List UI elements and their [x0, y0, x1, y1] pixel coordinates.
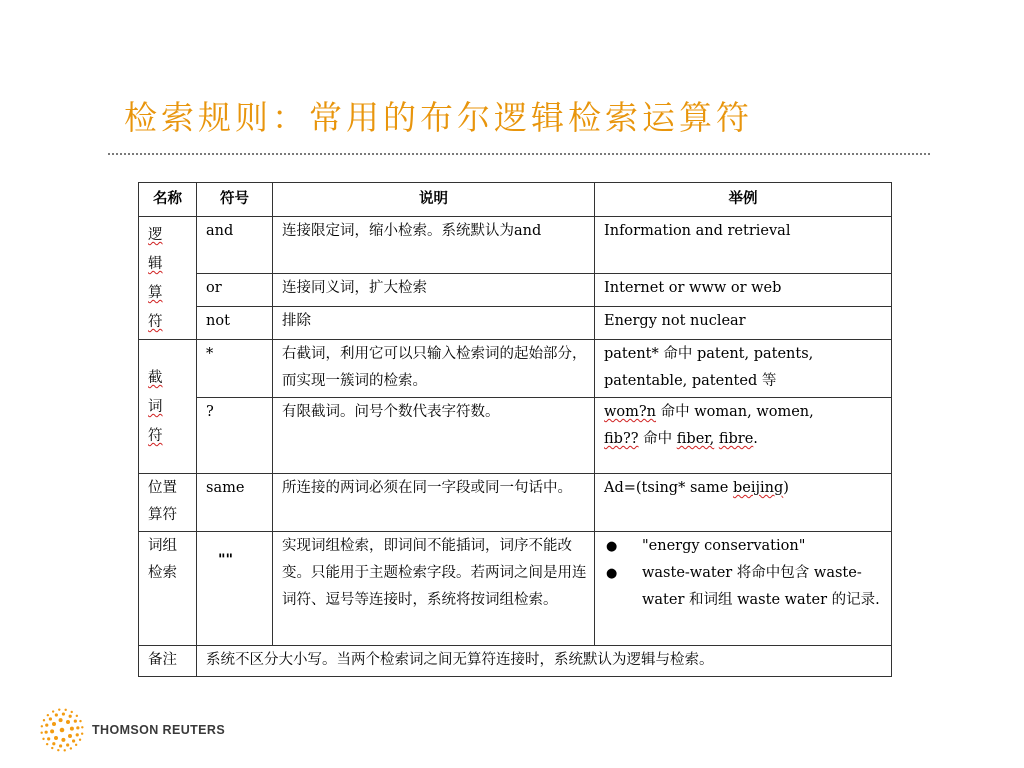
header-name: 名称 — [139, 183, 197, 217]
logo-dot — [47, 714, 49, 716]
cell-name-phrase: 词组检索 — [139, 532, 197, 646]
logo-dot — [66, 743, 69, 746]
example-term-fib: fib?? — [604, 431, 639, 447]
logo-dot — [81, 726, 83, 728]
logo-dot — [79, 739, 81, 741]
example-result-fiber: fiber, — [676, 431, 715, 447]
table-row-not — [139, 306, 892, 339]
cell-desc-same: 所连接的两词必须在同一字段或同一句话中。 — [273, 474, 595, 532]
cell-symbol-or: or — [197, 273, 273, 306]
logo-dot — [70, 747, 72, 749]
example-term: patent* — [604, 346, 659, 362]
group-label-logic: 逻辑算符 — [148, 227, 163, 330]
table-row-truncation-star — [139, 340, 892, 398]
example-prefix: Ad=(tsing* same — [604, 480, 729, 496]
cell-desc-question: 有限截词。问号个数代表字符数。 — [273, 398, 595, 474]
cell-note-text: 系统不区分大小写。当两个检索词之间无算符连接时，系统默认为逻辑与检索。 — [197, 646, 892, 677]
example-result: patent, patents, patentable, patented 等 — [604, 346, 814, 389]
logo-dot — [54, 736, 58, 740]
example-hit-label: 命中 — [643, 431, 673, 447]
logo-dot — [46, 743, 48, 745]
table-row-and — [139, 217, 892, 274]
quotes-symbol: "" — [218, 552, 234, 568]
table-row-note — [139, 646, 892, 677]
logo-dot — [61, 738, 65, 742]
logo-dot — [74, 720, 77, 723]
cell-desc-or: 连接同义词，扩大检索 — [273, 273, 595, 306]
logo-dot — [59, 718, 63, 722]
example-hit-label: 命中 — [660, 404, 690, 420]
logo-dot — [47, 737, 50, 740]
logo-dot — [58, 708, 60, 710]
logo-dot — [57, 749, 59, 751]
logo-dot — [51, 747, 53, 749]
logo-dot — [60, 728, 65, 733]
logo-dot — [41, 725, 43, 727]
logo-dot — [64, 709, 66, 711]
logo-dot — [49, 717, 52, 720]
logo-dot — [42, 738, 44, 740]
thomson-reuters-logo — [40, 708, 225, 752]
table-row-or — [139, 273, 892, 306]
header-example: 举例 — [595, 183, 892, 217]
cell-desc-not: 排除 — [273, 306, 595, 339]
group-label-truncation — [148, 361, 165, 451]
logo-dot — [79, 720, 81, 722]
logo-dot — [52, 710, 54, 712]
logo-dot — [45, 731, 48, 734]
example-hit-label: 命中 — [663, 346, 693, 362]
example-list — [604, 533, 885, 614]
logo-dot — [45, 723, 48, 726]
cell-desc-and: 连接限定词，缩小检索。系统默认为and — [273, 217, 595, 274]
example-suffix: ) — [783, 480, 789, 496]
logo-dot — [59, 744, 62, 747]
table-header-row — [139, 183, 892, 217]
cell-example-same — [595, 474, 892, 532]
title-divider — [108, 153, 930, 155]
example-end-mark: . — [753, 431, 758, 447]
cell-example-star — [595, 340, 892, 398]
cell-symbol-quotes — [197, 532, 273, 646]
cell-example-question — [595, 398, 892, 474]
thomson-reuters-dot-sphere-icon — [40, 708, 84, 752]
logo-dot — [76, 733, 79, 736]
cell-symbol-question: ? — [197, 398, 273, 474]
truncation-label: 截词符 — [148, 370, 163, 444]
example-result-fibre: fibre — [718, 431, 754, 447]
logo-dot — [70, 727, 74, 731]
logo-dot — [52, 742, 55, 745]
cell-name-position: 位置算符 — [139, 474, 197, 532]
cell-example-phrase — [595, 532, 892, 646]
cell-symbol-not: not — [197, 306, 273, 339]
logo-text: THOMSON REUTERS — [92, 723, 226, 737]
table-row-truncation-question — [139, 398, 892, 474]
logo-dot — [64, 749, 66, 751]
logo-dot — [81, 732, 83, 734]
logo-dot — [69, 715, 72, 718]
group-truncation — [139, 340, 197, 474]
example-result-women: woman, women, — [694, 404, 814, 420]
cell-example-not: Energy not nuclear — [595, 306, 892, 339]
cell-desc-star: 右截词，利用它可以只输入检索词的起始部分，而实现一簇词的检索。 — [273, 340, 595, 398]
logo-dot — [72, 739, 75, 742]
list-item: ● "energy conservation" — [604, 533, 885, 560]
cell-symbol-same: same — [197, 474, 273, 532]
table-row-phrase — [139, 532, 892, 646]
list-item: ● waste-water 将命中包含 waste-water 和词组 waste water 的记录. — [604, 560, 885, 614]
cell-desc-phrase: 实现词组检索，即词间不能插词，词序不能改变。只能用于主题检索字段。若两词之间是用连词符、逗号等连接时，系统将按词组检索。 — [273, 532, 595, 646]
example-term-womn: wom?n — [604, 404, 657, 420]
logo-dot — [66, 720, 70, 724]
example-beijing: beijing — [732, 480, 784, 496]
boolean-operators-table — [138, 182, 892, 677]
logo-dot — [75, 744, 77, 746]
cell-name-note: 备注 — [139, 646, 197, 677]
header-description: 说明 — [273, 183, 595, 217]
logo-dot — [40, 732, 42, 734]
logo-dot — [71, 711, 73, 713]
table-row-position — [139, 474, 892, 532]
slide-title: 检索规则：常用的布尔逻辑检索运算符 — [124, 98, 753, 137]
header-symbol: 符号 — [197, 183, 273, 217]
logo-dot — [76, 726, 79, 729]
logo-dot — [76, 715, 78, 717]
logo-dot — [55, 713, 58, 716]
cell-example-and: Information and retrieval — [595, 217, 892, 274]
cell-symbol-and: and — [197, 217, 273, 274]
group-logic-operators — [139, 217, 197, 340]
logo-dot — [52, 722, 56, 726]
logo-dot — [50, 729, 54, 733]
logo-dot — [43, 719, 45, 721]
logo-dot — [62, 712, 65, 715]
cell-example-or: Internet or www or web — [595, 273, 892, 306]
logo-dot — [68, 734, 72, 738]
cell-symbol-star: * — [197, 340, 273, 398]
